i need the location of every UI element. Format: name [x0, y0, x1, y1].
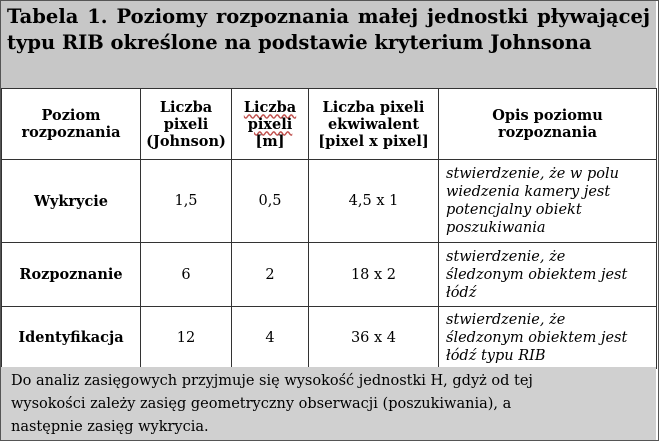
footnote-line: Do analiz zasięgowych przyjmuje się wysokość jednostki H, gdyż od tej [11, 373, 533, 389]
header-level-line2: rozpoznania [21, 124, 121, 141]
desc-line: wiedzenia kamery jest [446, 184, 611, 200]
footnote-line: wysokości zależy zasięg geometryczny obserwacji (poszukiwania), a [11, 396, 512, 412]
johnson-cell: 1,5 [141, 160, 232, 243]
table-row [2, 160, 657, 243]
footnote-line: następnie zasięg wykrycia. [11, 419, 209, 435]
desc-line: łódź typu RIB [446, 347, 546, 364]
equiv-cell: 36 x 4 [309, 307, 439, 369]
header-desc-line2: rozpoznania [498, 124, 597, 141]
desc-line: śledzonym obiektem jest [446, 266, 628, 283]
equiv-cell: 18 x 2 [309, 243, 439, 307]
header-equiv-line1: Liczba pixeli [322, 98, 425, 116]
header-row [2, 89, 657, 160]
description-cell [439, 160, 657, 243]
table-row [2, 307, 657, 369]
meters-cell: 4 [232, 307, 309, 369]
header-johnson [141, 89, 232, 160]
header-equiv-line3: [pixel x pixel] [318, 132, 429, 150]
desc-line: stwierdzenie, że [446, 311, 566, 328]
description-cell [439, 307, 657, 369]
header-equiv-line2: ekwiwalent [327, 115, 420, 133]
level-cell: Wykrycie [2, 160, 141, 243]
desc-line: śledzonym obiektem jest [446, 329, 628, 346]
desc-line: stwierdzenie, że w polu [446, 166, 619, 182]
desc-line: poszukiwania [446, 220, 546, 236]
desc-line: potencjalny obiekt [446, 202, 582, 218]
level-cell: Identyfikacja [2, 307, 141, 369]
header-meters-line3: [m] [255, 132, 285, 150]
header-meters-line1: Liczba [243, 98, 297, 116]
johnson-cell: 12 [141, 307, 232, 369]
header-level-line1: Poziom [41, 107, 101, 124]
description-cell [439, 243, 657, 307]
header-desc-line1: Opis poziomu [492, 107, 603, 124]
table-row [2, 243, 657, 307]
desc-line: łódź [446, 284, 477, 301]
table-caption: Tabela 1. Poziomy rozpoznania małej jednostki pływającej typu RIB określone na podstawie kryterium Johnsona [1, 1, 656, 88]
johnson-cell: 6 [141, 243, 232, 307]
footnote [1, 367, 656, 440]
header-johnson-line2: pixeli [163, 115, 209, 133]
header-equivalent [309, 89, 439, 160]
meters-cell: 0,5 [232, 160, 309, 243]
recognition-levels-table [1, 88, 657, 369]
header-johnson-line1: Liczba [159, 98, 213, 116]
equiv-cell: 4,5 x 1 [309, 160, 439, 243]
header-meters-line2: pixeli [247, 115, 293, 133]
meters-cell: 2 [232, 243, 309, 307]
header-description [439, 89, 657, 160]
level-cell: Rozpoznanie [2, 243, 141, 307]
desc-line: stwierdzenie, że [446, 248, 566, 265]
header-level [2, 89, 141, 160]
header-meters [232, 89, 309, 160]
header-johnson-line3: (Johnson) [146, 132, 226, 150]
